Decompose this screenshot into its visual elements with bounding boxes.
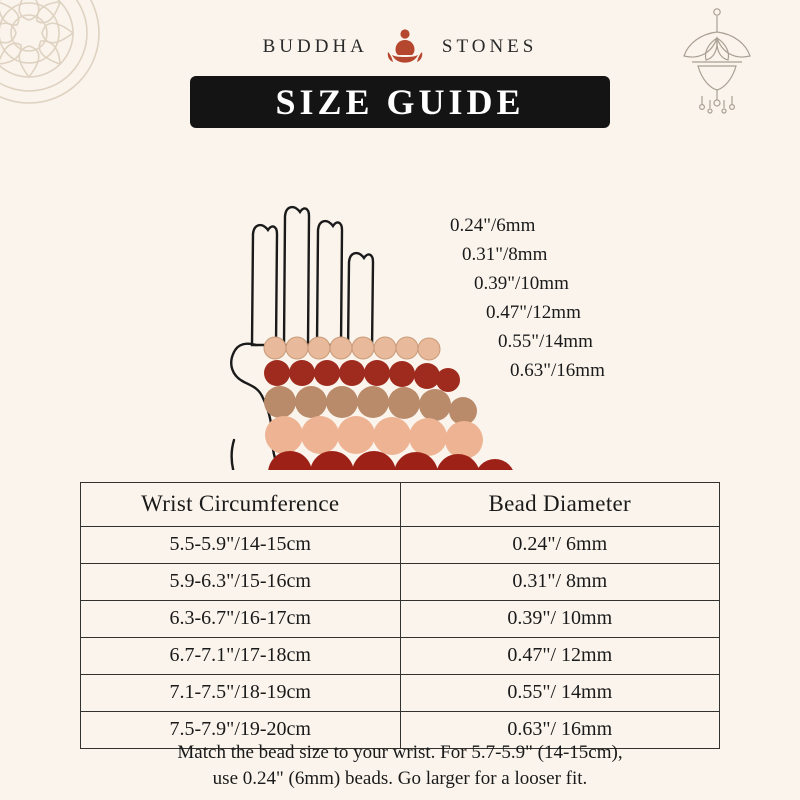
column-header-wrist: Wrist Circumference [81,483,401,527]
bracelet-row-1 [264,337,440,360]
bead-label-14mm: 0.55"/14mm [498,331,593,352]
table-row [81,601,720,638]
table-row [81,675,720,712]
bead-label-6mm: 0.24"/6mm [450,215,536,236]
footer-note-line-2: use 0.24" (6mm) beads. Go larger for a looser fit. [212,768,588,789]
cell-wrist: 7.1-7.5"/18-19cm [81,675,401,712]
bracelet-row-3 [264,386,477,425]
cell-bead: 0.24"/ 6mm [400,527,720,564]
bead-label-8mm: 0.31"/8mm [462,244,548,265]
cell-wrist: 5.5-5.9"/14-15cm [81,527,401,564]
bracelet-row-2 [264,360,460,392]
cell-bead: 0.63"/ 16mm [400,712,720,749]
cell-bead: 0.55"/ 14mm [400,675,720,712]
cell-bead: 0.47"/ 12mm [400,638,720,675]
cell-wrist: 6.7-7.1"/17-18cm [81,638,401,675]
brand-word-right: STONES [441,36,538,57]
bead-label-10mm: 0.39"/10mm [474,273,569,294]
open-hand-icon [0,130,800,470]
cell-bead: 0.31"/ 8mm [400,564,720,601]
table-row [81,564,720,601]
table-header-row [81,483,720,527]
footer-note-line-1: Match the bead size to your wrist. For 5.7-5.9" (14-15cm), [177,742,623,763]
table-row [81,638,720,675]
brand-lockup [0,24,800,70]
cell-wrist: 5.9-6.3"/15-16cm [81,564,401,601]
size-table [80,482,720,749]
column-header-bead: Bead Diameter [400,483,720,527]
footer-note [0,740,800,792]
cell-wrist: 6.3-6.7"/16-17cm [81,601,401,638]
page-title-banner [190,76,610,128]
bead-label-12mm: 0.47"/12mm [486,302,581,323]
lotus-meditation-icon [382,24,428,70]
table-row [81,527,720,564]
cell-wrist: 7.5-7.9"/19-20cm [81,712,401,749]
hand-bracelet-illustration [0,130,800,470]
brand-word-left: BUDDHA [262,36,368,57]
page-title: SIZE GUIDE [275,82,525,122]
bead-label-16mm: 0.63"/16mm [510,360,605,381]
cell-bead: 0.39"/ 10mm [400,601,720,638]
